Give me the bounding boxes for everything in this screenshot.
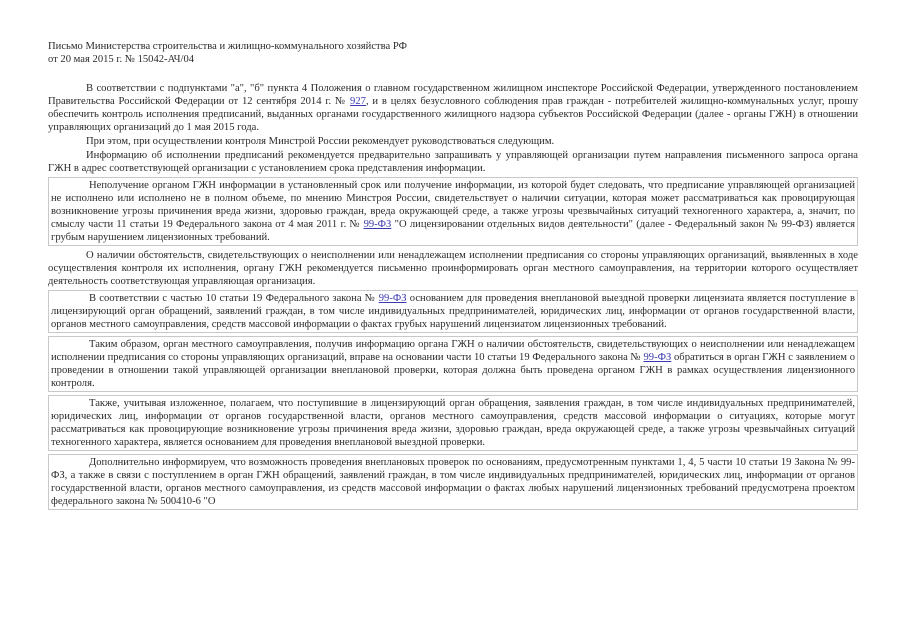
paragraph-9 xyxy=(48,454,858,510)
link-law-99fz[interactable]: 99-ФЗ xyxy=(378,293,407,304)
paragraph-text: Таким образом, орган местного самоуправления, получив информацию органа ГЖН о наличии обстоятельств, свидетельствующих о неисполнении или ненадлежащем исполнении предписания со стороны управляющих организаций, вправе на основании части 10 статьи 19 Федерального закона № xyxy=(51,339,855,363)
paragraph-text: Неполучение органом ГЖН информации в установленный срок или получение информации, из которой будет следовать, что предписание управляющей организацией не исполнено или исполнено не в полном объеме, по мнению Минстроя России, свидетельствует о наличии ситуации, которая может рассматриваться как провоцирующая возникновение угрозы причинения вреда жизни, здоровью граждан, вреда окружающей среде, а также угрозы чрезвычайных ситуаций техногенного характера, а, значит, по смыслу части 11 статьи 19 Федерального закона от 4 мая 2011 г. № xyxy=(51,180,855,230)
paragraph-text: Также, учитывая изложенное, полагаем, что поступившие в лицензирующий орган обращения, заявления граждан, в том числе индивидуальных предпринимателей, юридических лиц, информации от органов государственной власти, органов местного самоуправления, средств массовой информации о ситуациях, которые могут рассматриваться как провоцирующие возникновение угрозы причинения вреда жизни, здоровью граждан, вреда окружающей среде, а также угрозы чрезвычайных ситуаций техногенного характера, является основанием для проведения внеплановой выездной проверки. xyxy=(51,398,855,448)
paragraph-text: обратиться в орган ГЖН с заявлением о проведении в отношении такой управляющей организации внеплановой проверки, которая должна быть проведена органом ГЖН в рамках осуществления лицензионного контроля. xyxy=(51,352,856,389)
paragraph-text: , и в целях безусловного соблюдения прав граждан - потребителей жилищно-коммунальных услуг, прошу обеспечить контроль исполнения предписаний, выданных органами государственного жилищного надзора субъектов Российской Федерации (далее - органы ГЖН) в отношении управляющих организаций до 1 мая 2015 года. xyxy=(48,96,858,133)
title-line-1: Письмо Министерства строительства и жилищно-коммунального хозяйства РФ xyxy=(48,41,407,52)
paragraph-text: О наличии обстоятельств, свидетельствующих о неисполнении или ненадлежащем исполнении предписания со стороны управляющих организаций, выявленных в ходе осуществления контроля их исполнения, органу ГЖН рекомендуется письменно проинформировать орган местного самоуправления, на территории которого осуществляет деятельность соответствующая управляющая организация. xyxy=(48,250,858,287)
paragraph-text: В соответствии с частью 10 статьи 19 Федерального закона № xyxy=(89,293,379,304)
link-law-99fz[interactable]: 99-ФЗ xyxy=(643,352,672,363)
letter-title xyxy=(48,40,858,66)
paragraph-3 xyxy=(48,149,858,175)
paragraph-text: При этом, при осуществлении контроля Минстрой России рекомендует руководствоваться следующим. xyxy=(86,136,555,147)
paragraph-1 xyxy=(48,82,858,134)
paragraph-4 xyxy=(48,177,858,246)
paragraph-text: "О лицензировании отдельных видов деятельности" (далее - Федеральный закон № 99-ФЗ) является грубым нарушением лицензионных требований. xyxy=(51,219,855,243)
paragraph-7 xyxy=(48,336,858,392)
paragraph-2 xyxy=(48,135,858,148)
paragraph-5 xyxy=(48,249,858,288)
title-line-2: от 20 мая 2015 г. № 15042-АЧ/04 xyxy=(48,54,195,65)
paragraph-text: В соответствии с подпунктами "a", "б" пункта 4 Положения о главном государственном жилищном инспекторе Российской Федерации, утвержденного постановлением Правительства Российской Федерации от 12 сентября 2014 г. № xyxy=(48,83,858,107)
paragraph-8 xyxy=(48,395,858,451)
paragraph-text: Дополнительно информируем, что возможность проведения внеплановых проверок по основаниям, предусмотренным пунктами 1, 4, 5 части 10 статьи 19 Закона № 99-ФЗ, а также в связи с поступлением в орган ГЖН обращений, заявлений граждан, в том числе индивидуальных предпринимателей, юридических лиц, информации от органов государственной власти, органов местного самоуправления, из средств массовой информации о фактах любых нарушений лицензионных требований предусмотрена проектом федерального закона № 500410-6 "О xyxy=(51,457,855,507)
paragraph-6 xyxy=(48,290,858,333)
link-law-99fz[interactable]: 99-ФЗ xyxy=(363,219,392,230)
paragraph-text: Информацию об исполнении предписаний рекомендуется предварительно запрашивать у управляющей организации путем направления письменного запроса органа ГЖН в адрес соответствующей организации с установлением срока представления информации. xyxy=(48,150,858,174)
link-decree-927[interactable]: 927 xyxy=(350,96,366,107)
letter-document xyxy=(48,40,858,513)
paragraph-text: основанием для проведения внеплановой выездной проверки лицензиата является поступление в лицензирующий орган обращений, заявлений граждан, в том числе индивидуальных предпринимателей, юридических лиц, информации от органов государственной власти, органов местного самоуправления, средств массовой информации о фактах грубых нарушений лицензиатом лицензионных требований. xyxy=(51,293,855,330)
